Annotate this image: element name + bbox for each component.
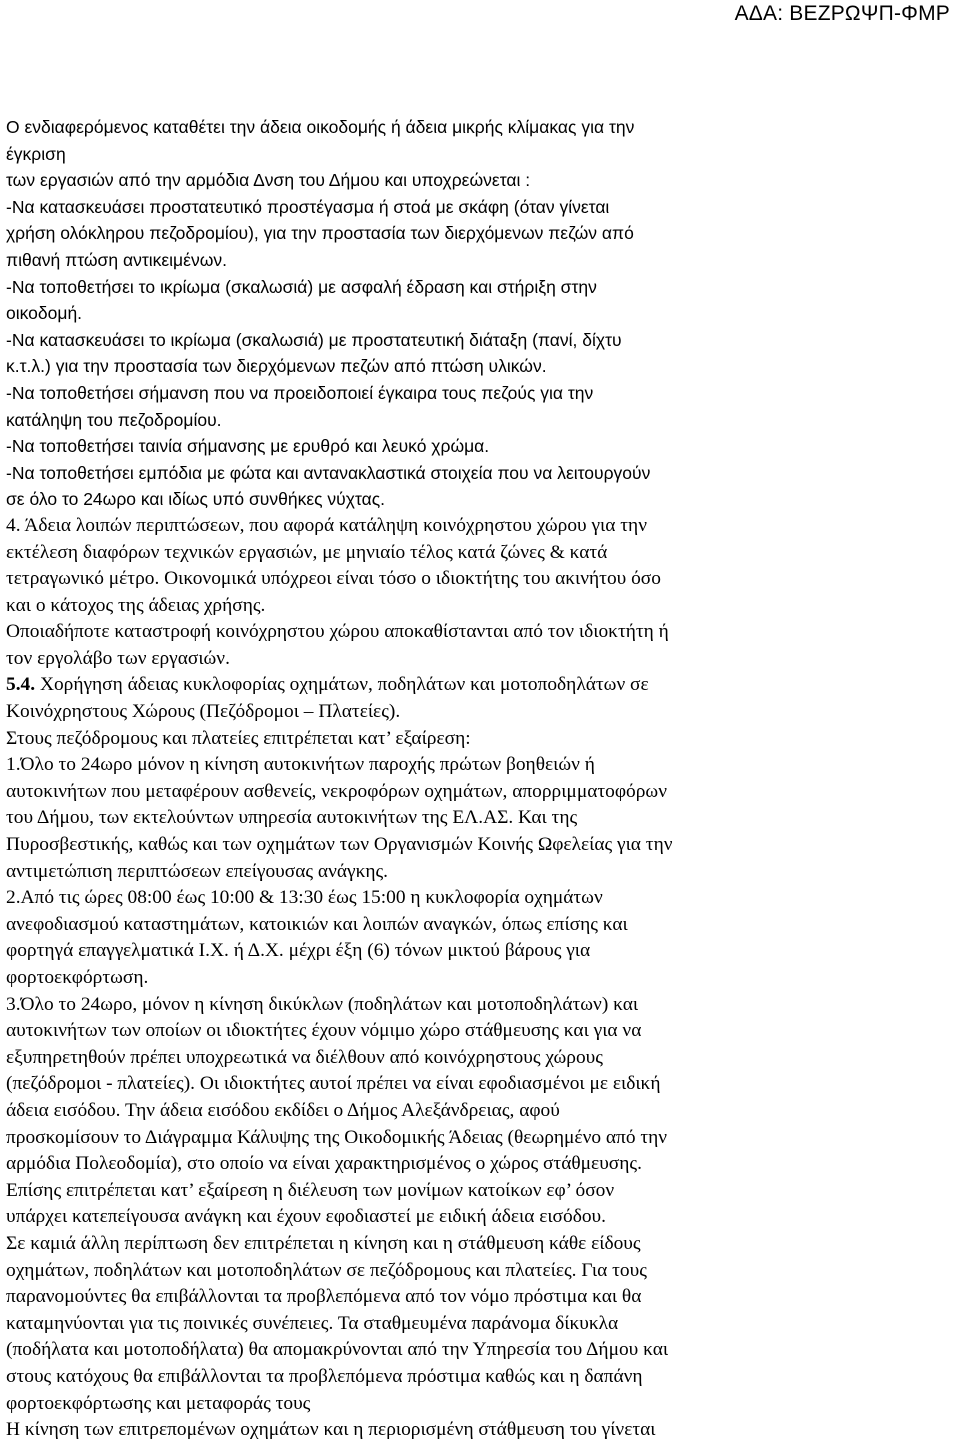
text-line: και ο κάτοχος της άδειας χρήσης. [6, 594, 266, 616]
text-line: Ο ενδιαφερόμενος καταθέτει την άδεια οικοδομής ή άδεια μικρής κλίμακας για την [6, 117, 635, 137]
text-line: αυτοκινήτων των οποίων οι ιδιοκτήτες έχουν νόμιμο χώρο στάθμευσης και για να [6, 1020, 642, 1042]
text-line: -Να κατασκευάσει προστατευτικό προστέγασμα ή στοά με σκάφη (όταν γίνεται [6, 196, 610, 217]
text-line: τον εργολάβο των εργασιών. [6, 647, 230, 669]
text-line: υπάρχει κατεπείγουσα ανάγκη και έχουν εφοδιαστεί με ειδική άδεια εισόδου. [6, 1206, 606, 1228]
text-line: οικοδομή. [6, 303, 83, 324]
text-line: φορτοεκφόρτωση. [6, 967, 149, 988]
text-line: χρήση ολόκληρου πεζοδρομίου), για την προστασία των διερχόμενων πεζών από [6, 223, 634, 244]
text-line: εξυπηρετηθούν πρέπει υποχρεωτικά να διέλθουν από κοινόχρηστους χώρους [6, 1046, 603, 1068]
text-line: -Να τοποθετήσει εμπόδια με φώτα και αντανακλαστικά στοιχεία που να λειτουργούν [6, 462, 651, 483]
text-line: έγκριση [6, 143, 66, 164]
text-line: αρμόδια Πολεοδομία), στο οποίο να είναι χαρακτηρισμένος ο χώρος στάθμευσης. [6, 1153, 642, 1175]
text-line: -Να κατασκευάσει το ικρίωμα (σκαλωσιά) με προστατευτική διάταξη (πανί, δίχτυ [6, 329, 622, 350]
text-line: καταμηνύονται για τις ποινικές συνέπειες. Τα σταθμευμένα παράνομα δίκυκλα [6, 1312, 619, 1334]
section-heading-5-4 [6, 672, 956, 699]
text-line: κατάληψη του πεζοδρομίου. [6, 409, 222, 430]
text-line: ανεφοδιασμού καταστημάτων, κατοικιών και λοιπών αναγκών, όπως επίσης και [6, 913, 628, 935]
text-line: αυτοκινήτων που μεταφέρουν ασθενείς, νεκροφόρων οχημάτων, απορριμματοφόρων [6, 780, 667, 802]
text-line: άδεια εισόδου. Την άδεια εισόδου εκδίδει ο Δήμος Αλεξάνδρειας, αφού [6, 1099, 560, 1121]
text-line: -Να τοποθετήσει το ικρίωμα (σκαλωσιά) με ασφαλή έδραση και στήριξη στην [6, 276, 597, 297]
text-line: Κοινόχρηστους Χώρους (Πεζόδρομοι – Πλατείες). [6, 701, 401, 723]
document-body [6, 114, 956, 1440]
text-line: 4. Άδεια λοιπών περιπτώσεων, που αφορά κατάληψη κοινόχρηστου χώρου για την [6, 514, 647, 536]
text-line: αντιμετώπιση περιπτώσεων επείγουσας ανάγκης. [6, 860, 389, 882]
text-line: -Να τοποθετήσει ταινία σήμανσης με ερυθρό και λευκό χρώμα. [6, 436, 490, 457]
text-line: φορτηγά επαγγελματικά Ι.Χ. ή Δ.Χ. μέχρι έξη (6) τόνων μικτού βάρους για [6, 940, 591, 962]
text-line: τετραγωνικό μέτρο. Οικονομικά υπόχρεοι είναι τόσο ο ιδιοκτήτης του ακινήτου όσο [6, 568, 661, 590]
section-title: Χορήγηση άδειας κυκλοφορίας οχημάτων, ποδηλάτων και μοτοποδηλάτων σε [35, 674, 649, 696]
text-line: στους κατόχους θα επιβάλλονται τα προβλεπόμενα πρόστιμα καθώς και η δαπάνη [6, 1365, 643, 1387]
text-line: 3.Όλο το 24ωρο, μόνον η κίνηση δικύκλων (ποδηλάτων και μοτοποδηλάτων) και [6, 993, 639, 1015]
text-line: Οποιαδήποτε καταστροφή κοινόχρηστου χώρου αποκαθίστανται από τον ιδιοκτήτη ή [6, 621, 669, 643]
text-line: φορτοεκφόρτωσης και μεταφοράς τους [6, 1392, 311, 1414]
text-line: Η κίνηση των επιτρεπομένων οχημάτων και η περιορισμένη στάθμευση του γίνεται [6, 1419, 656, 1440]
text-line: Στους πεζόδρομους και πλατείες επιτρέπεται κατ’ εξαίρεση: [6, 727, 471, 749]
text-line: προσκομίσουν το Διάγραμμα Κάλυψης της Οικοδομικής Άδειας (θεωρημένο από την [6, 1126, 668, 1148]
text-line: εκτέλεση διαφόρων τεχνικών εργασιών, με μηνιαίο τέλος κατά ζώνες & κατά [6, 541, 608, 563]
ada-code-header: ΑΔΑ: ΒΕΖΡΩΨΠ-ΦΜΡ [734, 2, 950, 25]
text-line: Επίσης επιτρέπεται κατ’ εξαίρεση η διέλευση των μονίμων κατοίκων εφ’ όσον [6, 1179, 615, 1201]
text-line: 2.Από τις ώρες 08:00 έως 10:00 & 13:30 έως 15:00 η κυκλοφορία οχημάτων [6, 887, 603, 909]
text-line: οχημάτων, ποδηλάτων και μοτοποδηλάτων σε πεζόδρομους και πλατείες. Για τους [6, 1259, 647, 1281]
text-line: -Να τοποθετήσει σήμανση που να προειδοποιεί έγκαιρα τους πεζούς για την [6, 382, 594, 403]
text-line: 1.Όλο το 24ωρο μόνον η κίνηση αυτοκινήτων παροχής πρώτων βοηθειών ή [6, 754, 595, 776]
text-line: κ.τ.λ.) για την προστασία των διερχόμενων πεζών από πτώση υλικών. [6, 356, 547, 377]
text-line: (ποδήλατα και μοτοποδήλατα) θα απομακρύνονται από την Υπηρεσία του Δήμου και [6, 1339, 669, 1361]
text-line: Πυροσβεστικής, καθώς και των οχημάτων των Οργανισμών Κοινής Ωφελείας για την [6, 834, 673, 856]
text-line: σε όλο το 24ωρο και ιδίως υπό συνθήκες νύχτας. [6, 489, 386, 510]
text-line: παρανομούντες θα επιβάλλονται τα προβλεπόμενα από τον νόμο πρόστιμα και θα [6, 1286, 642, 1308]
section-number: 5.4. [6, 674, 36, 696]
text-line: του Δήμου, των εκτελούντων υπηρεσία αυτοκινήτων της ΕΛ.ΑΣ. Και της [6, 807, 578, 829]
text-line: των εργασιών από την αρμόδια Δνση του Δήμου και υποχρεώνεται : [6, 170, 531, 191]
text-line: (πεζόδρομοι - πλατείες). Οι ιδιοκτήτες αυτοί πρέπει να είναι εφοδιασμένοι με ειδική [6, 1073, 661, 1095]
text-line: Σε καμιά άλλη περίπτωση δεν επιτρέπεται η κίνηση και η στάθμευση κάθε είδους [6, 1232, 641, 1254]
text-line: πιθανή πτώση αντικειμένων. [6, 249, 227, 270]
